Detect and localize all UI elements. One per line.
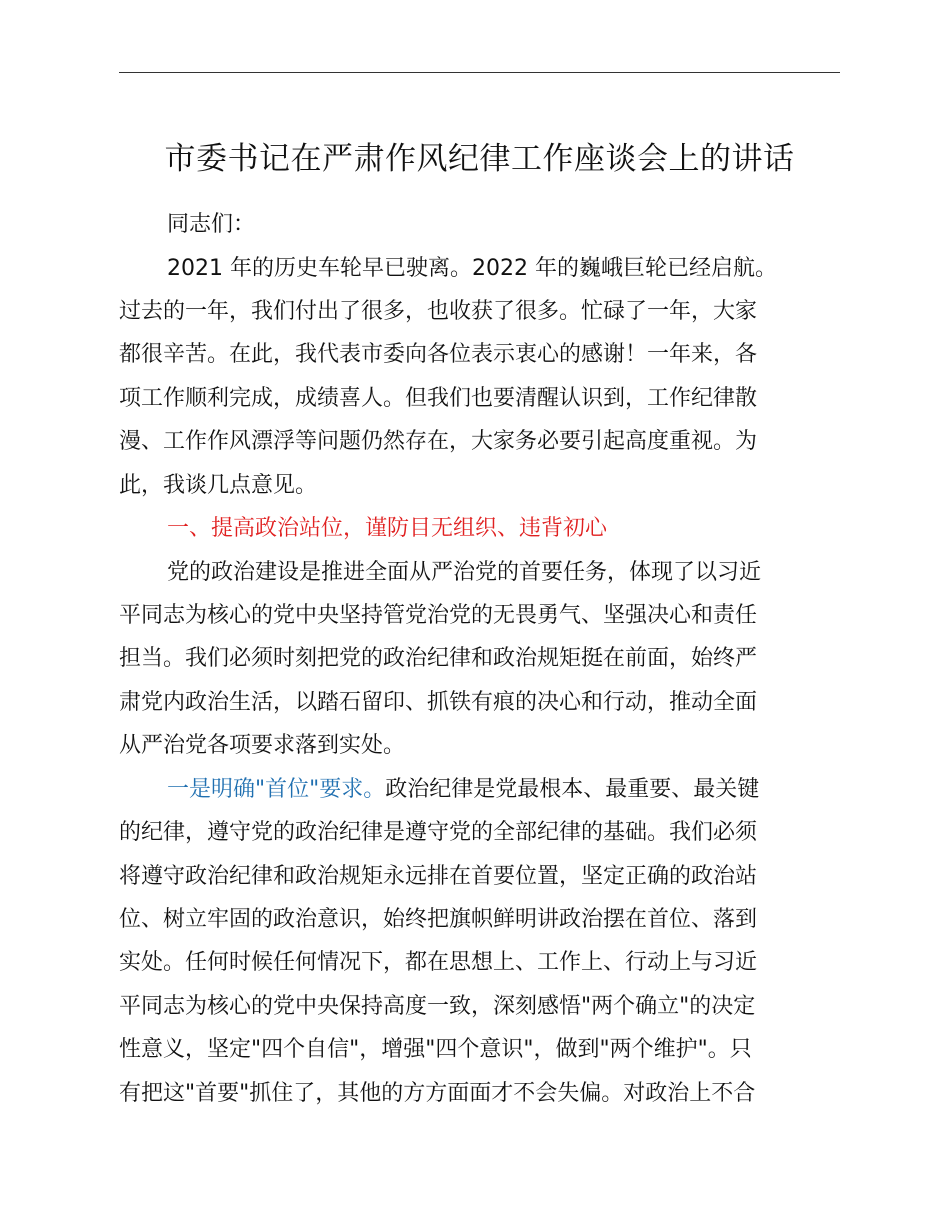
document-title: 市委书记在严肃作风纪律工作座谈会上的讲话 [164, 141, 795, 177]
paragraph-line: 肃党内政治生活，以踏石留印、抓铁有痕的决心和行动，推动全面 [119, 690, 758, 715]
paragraph-line: 将遵守政治纪律和政治规矩永远排在首要位置，坚定正确的政治站 [119, 864, 758, 889]
paragraph-line: 从严治党各项要求落到实处。 [119, 733, 406, 758]
paragraph-line: 性意义，坚定"四个自信"，增强"四个意识"，做到"两个维护"。只 [119, 1037, 752, 1062]
section-heading: 一、提高政治站位，谨防目无组织、违背初心 [167, 516, 608, 541]
header-rule [119, 72, 840, 73]
paragraph-line: 位、树立牢固的政治意识，始终把旗帜鲜明讲政治摆在首位、落到 [119, 907, 758, 932]
paragraph-line: 都很辛苦。在此，我代表市委向各位表示衷心的感谢！一年来，各 [119, 342, 758, 367]
point-text: 政治纪律是党最根本、最重要、最关键 [385, 777, 760, 802]
paragraph-line: 担当。我们必须时刻把党的政治纪律和政治规矩挺在前面，始终严 [119, 646, 758, 671]
point-label: 一是明确"首位"要求。 [167, 777, 386, 802]
salutation: 同志们： [167, 212, 256, 237]
paragraph-line: 漫、工作作风漂浮等问题仍然存在，大家务必要引起高度重视。为 [119, 429, 758, 454]
paragraph-line: 有把这"首要"抓住了，其他的方方面面才不会失偏。对政治上不合 [119, 1081, 756, 1106]
point-line [167, 775, 840, 805]
paragraph-line: 平同志为核心的党中央坚持管党治党的无畏勇气、坚强决心和责任 [119, 603, 758, 628]
paragraph-line: 实处。任何时候任何情况下，都在思想上、工作上、行动上与习近 [119, 950, 758, 975]
paragraph-line: 此，我谈几点意见。 [119, 473, 318, 498]
paragraph-line: 的纪律，遵守党的政治纪律是遵守党的全部纪律的基础。我们必须 [119, 820, 758, 845]
paragraph-line: 2021 年的历史车轮早已驶离。2022 年的巍峨巨轮已经启航。 [167, 256, 777, 281]
paragraph-line: 项工作顺利完成，成绩喜人。但我们也要清醒认识到，工作纪律散 [119, 386, 758, 411]
paragraph-line: 平同志为核心的党中央保持高度一致，深刻感悟"两个确立"的决定 [119, 994, 756, 1019]
paragraph-line: 党的政治建设是推进全面从严治党的首要任务，体现了以习近 [167, 560, 762, 585]
paragraph-line: 过去的一年，我们付出了很多，也收获了很多。忙碌了一年，大家 [119, 299, 758, 324]
